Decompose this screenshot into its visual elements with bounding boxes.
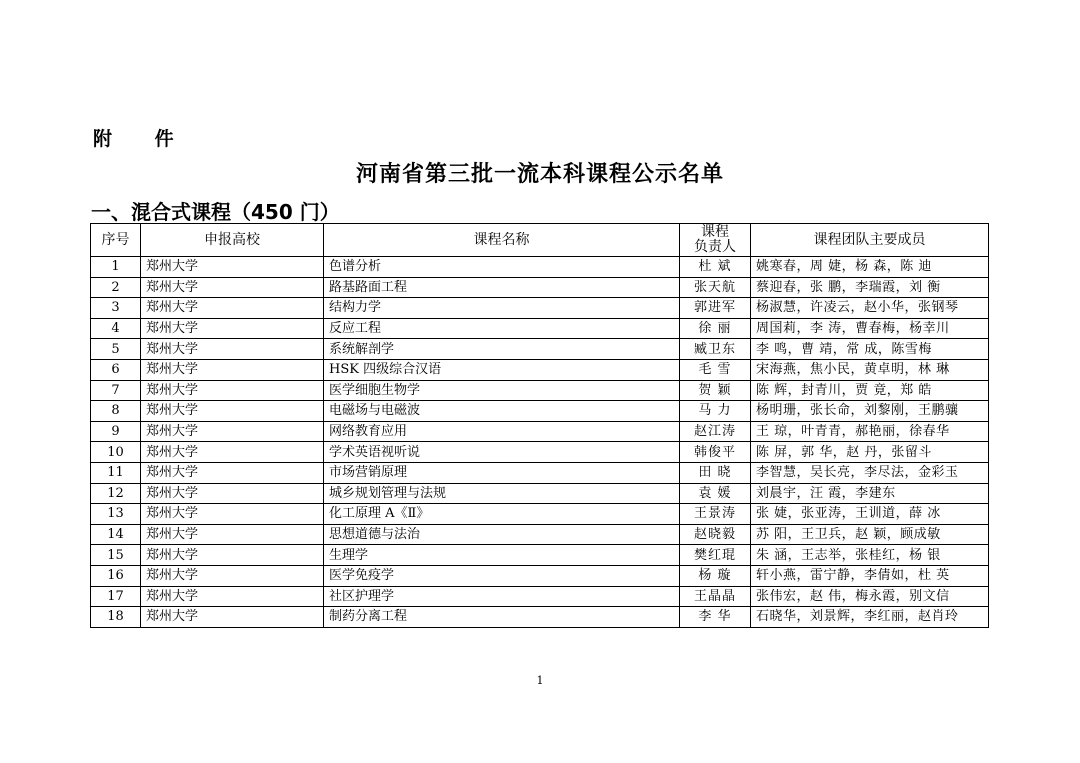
header-lead (680, 224, 751, 257)
cell-team: 李 鸣，曹 靖，常 成，陈雪梅 (751, 339, 989, 360)
cell-lead: 李 华 (680, 607, 751, 628)
table-row (91, 318, 989, 339)
table-row (91, 442, 989, 463)
table-row (91, 339, 989, 360)
cell-course: 电磁场与电磁波 (324, 401, 680, 422)
header-lead-line1: 课程 (701, 224, 729, 240)
cell-team: 周国莉，李 涛，曹春梅，杨幸川 (751, 318, 989, 339)
table-row (91, 524, 989, 545)
table-body (91, 257, 989, 628)
cell-team: 宋海燕，焦小民，黄卓明，林 琳 (751, 359, 989, 380)
header-school: 申报高校 (141, 224, 324, 257)
cell-no: 17 (91, 586, 141, 607)
cell-team: 蔡迎春，张 鹏，李瑞霞，刘 衡 (751, 277, 989, 298)
cell-course: 结构力学 (324, 298, 680, 319)
cell-team: 陈 辉，封青川，贾 竟，郑 皓 (751, 380, 989, 401)
cell-lead: 韩俊平 (680, 442, 751, 463)
cell-no: 9 (91, 421, 141, 442)
cell-course: 系统解剖学 (324, 339, 680, 360)
course-table (90, 223, 989, 628)
cell-course: 网络教育应用 (324, 421, 680, 442)
cell-no: 10 (91, 442, 141, 463)
cell-lead: 毛 雪 (680, 359, 751, 380)
cell-team: 朱 涵，王志举，张桂红，杨 银 (751, 545, 989, 566)
cell-lead: 郭进军 (680, 298, 751, 319)
document-title: 河南省第三批一流本科课程公示名单 (355, 162, 724, 187)
cell-school: 郑州大学 (141, 545, 324, 566)
table-row (91, 380, 989, 401)
header-no: 序号 (91, 224, 141, 257)
table-row (91, 483, 989, 504)
cell-team: 杨明珊，张长命，刘黎刚，王鹏骧 (751, 401, 989, 422)
cell-school: 郑州大学 (141, 401, 324, 422)
cell-school: 郑州大学 (141, 462, 324, 483)
cell-no: 11 (91, 462, 141, 483)
table-row (91, 257, 989, 278)
cell-lead: 王景涛 (680, 504, 751, 525)
cell-team: 姚寒春，周 婕，杨 森，陈 迪 (751, 257, 989, 278)
cell-lead: 袁 媛 (680, 483, 751, 504)
cell-lead: 王晶晶 (680, 586, 751, 607)
page-number: 1 (536, 674, 544, 687)
cell-course: 城乡规划管理与法规 (324, 483, 680, 504)
table-header (91, 224, 989, 257)
cell-school: 郑州大学 (141, 421, 324, 442)
cell-lead: 樊红琨 (680, 545, 751, 566)
table-row (91, 359, 989, 380)
cell-school: 郑州大学 (141, 318, 324, 339)
cell-team: 李智慧，吴长亮，李尽法，金彩玉 (751, 462, 989, 483)
cell-team: 苏 阳，王卫兵，赵 颖，顾成敏 (751, 524, 989, 545)
cell-no: 8 (91, 401, 141, 422)
cell-school: 郑州大学 (141, 339, 324, 360)
cell-school: 郑州大学 (141, 359, 324, 380)
cell-school: 郑州大学 (141, 565, 324, 586)
cell-course: 医学免疫学 (324, 565, 680, 586)
table-row (91, 421, 989, 442)
table-row (91, 298, 989, 319)
cell-school: 郑州大学 (141, 483, 324, 504)
header-team: 课程团队主要成员 (751, 224, 989, 257)
cell-team: 轩小燕，雷宁静，李倩如，杜 英 (751, 565, 989, 586)
section-heading: 一、混合式课程（450 门） (91, 200, 340, 224)
cell-no: 16 (91, 565, 141, 586)
table-row (91, 586, 989, 607)
table-header-row (91, 224, 989, 257)
header-course: 课程名称 (324, 224, 680, 257)
header-lead-line2: 负责人 (694, 239, 736, 255)
cell-lead: 臧卫东 (680, 339, 751, 360)
cell-lead: 张天航 (680, 277, 751, 298)
cell-team: 陈 屏，郭 华，赵 丹，张留斗 (751, 442, 989, 463)
cell-course: 色谱分析 (324, 257, 680, 278)
cell-school: 郑州大学 (141, 298, 324, 319)
cell-course: 医学细胞生物学 (324, 380, 680, 401)
cell-school: 郑州大学 (141, 380, 324, 401)
cell-team: 石晓华，刘景辉，李红丽，赵肖玲 (751, 607, 989, 628)
table-row (91, 545, 989, 566)
cell-lead: 赵晓毅 (680, 524, 751, 545)
cell-course: 反应工程 (324, 318, 680, 339)
cell-no: 13 (91, 504, 141, 525)
cell-lead: 杜 斌 (680, 257, 751, 278)
cell-course: 制药分离工程 (324, 607, 680, 628)
cell-team: 张 婕，张亚涛，王训道，薛 冰 (751, 504, 989, 525)
cell-school: 郑州大学 (141, 504, 324, 525)
table-row (91, 462, 989, 483)
cell-lead: 马 力 (680, 401, 751, 422)
cell-course: 路基路面工程 (324, 277, 680, 298)
table-row (91, 401, 989, 422)
cell-school: 郑州大学 (141, 257, 324, 278)
cell-lead: 田 晓 (680, 462, 751, 483)
cell-lead: 杨 璇 (680, 565, 751, 586)
cell-no: 15 (91, 545, 141, 566)
cell-lead: 徐 丽 (680, 318, 751, 339)
cell-course: 学术英语视听说 (324, 442, 680, 463)
cell-course: 思想道德与法治 (324, 524, 680, 545)
cell-no: 12 (91, 483, 141, 504)
cell-no: 5 (91, 339, 141, 360)
cell-no: 7 (91, 380, 141, 401)
cell-no: 1 (91, 257, 141, 278)
cell-school: 郑州大学 (141, 586, 324, 607)
table-row (91, 565, 989, 586)
cell-school: 郑州大学 (141, 277, 324, 298)
cell-no: 18 (91, 607, 141, 628)
cell-no: 3 (91, 298, 141, 319)
cell-school: 郑州大学 (141, 442, 324, 463)
cell-course: 社区护理学 (324, 586, 680, 607)
cell-no: 4 (91, 318, 141, 339)
table-row (91, 607, 989, 628)
cell-team: 王 琼，叶青青，郝艳丽，徐春华 (751, 421, 989, 442)
cell-school: 郑州大学 (141, 607, 324, 628)
cell-team: 刘晨宇，汪 霞，李建东 (751, 483, 989, 504)
cell-no: 14 (91, 524, 141, 545)
table-row (91, 504, 989, 525)
table-row (91, 277, 989, 298)
cell-course: 市场营销原理 (324, 462, 680, 483)
cell-no: 6 (91, 359, 141, 380)
cell-team: 杨淑慧，许凌云，赵小华，张钢琴 (751, 298, 989, 319)
cell-course: 化工原理 A《Ⅱ》 (324, 504, 680, 525)
cell-lead: 贺 颖 (680, 380, 751, 401)
cell-school: 郑州大学 (141, 524, 324, 545)
cell-team: 张伟宏，赵 伟，梅永霞，别文信 (751, 586, 989, 607)
cell-no: 2 (91, 277, 141, 298)
cell-course: HSK 四级综合汉语 (324, 359, 680, 380)
cell-lead: 赵江涛 (680, 421, 751, 442)
attachment-label: 附 件 (93, 128, 192, 150)
cell-course: 生理学 (324, 545, 680, 566)
